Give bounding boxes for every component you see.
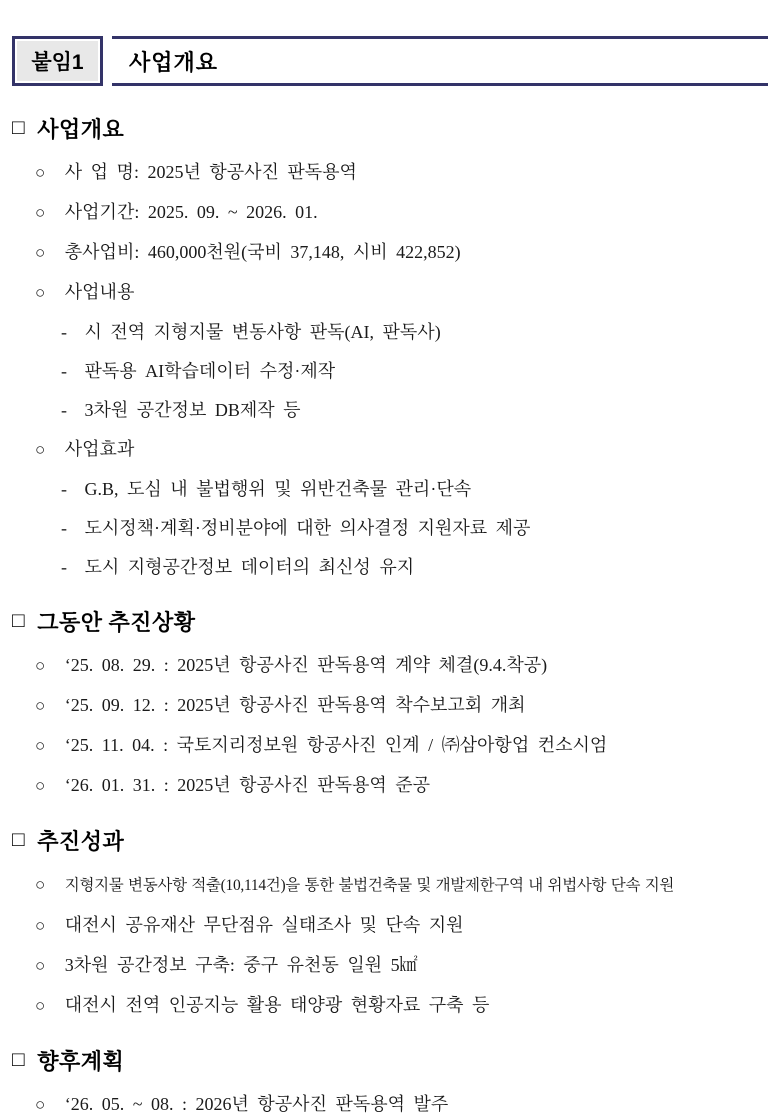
section-heading-text: 그동안 추진상황 bbox=[37, 610, 196, 635]
sub-list-item bbox=[61, 516, 768, 540]
sub-list-item bbox=[61, 320, 768, 344]
circle-bullet-icon: ○ bbox=[35, 243, 46, 262]
document-title-bar bbox=[112, 36, 768, 86]
list-item-text: 총사업비: 460,000천원(국비 37,148, 시비 422,852) bbox=[64, 242, 461, 262]
list-item bbox=[35, 160, 768, 185]
list-item-text: ‘26. 05. ~ 08. : 2026년 항공사진 판독용역 발주 bbox=[64, 1094, 449, 1114]
list-item bbox=[35, 653, 768, 678]
circle-bullet-icon: ○ bbox=[35, 440, 46, 459]
circle-bullet-icon: ○ bbox=[35, 696, 46, 715]
list-item-text: ‘26. 01. 31. : 2025년 항공사진 판독용역 준공 bbox=[64, 775, 431, 795]
list-item bbox=[35, 437, 768, 462]
list-item-text: 사업내용 bbox=[64, 282, 135, 302]
list-item-text: ‘25. 09. 12. : 2025년 항공사진 판독용역 착수보고회 개최 bbox=[64, 695, 526, 715]
circle-bullet-icon: ○ bbox=[35, 956, 46, 975]
circle-bullet-icon: ○ bbox=[35, 916, 46, 935]
list-item-text: 지형지물 변동사항 적출(10,114건)을 통한 불법건축물 및 개발제한구역 내 위법사항 단속 지원 bbox=[64, 877, 675, 894]
list-item-text: ‘25. 08. 29. : 2025년 항공사진 판독용역 계약 체결(9.4.착공) bbox=[64, 655, 548, 675]
square-bullet-icon: □ bbox=[12, 827, 26, 851]
square-bullet-icon: □ bbox=[12, 115, 26, 139]
section-heading-text: 추진성과 bbox=[37, 829, 125, 854]
dash-bullet-icon: - bbox=[61, 361, 67, 381]
list-item-text: 사업기간: 2025. 09. ~ 2026. 01. bbox=[64, 202, 318, 222]
dash-bullet-icon: - bbox=[61, 479, 67, 499]
attachment-label: 붙임1 bbox=[31, 51, 84, 74]
sub-list-item bbox=[61, 555, 768, 579]
list-item bbox=[35, 993, 768, 1018]
sub-list-item-text: 도시 지형공간정보 데이터의 최신성 유지 bbox=[84, 557, 415, 577]
list-item-text: ‘25. 11. 04. : 국토지리정보원 항공사진 인계 / ㈜삼아항업 컨소시엄 bbox=[64, 735, 608, 755]
section-achievements bbox=[12, 825, 768, 1018]
dash-bullet-icon: - bbox=[61, 518, 67, 538]
dash-bullet-icon: - bbox=[61, 322, 67, 342]
circle-bullet-icon: ○ bbox=[35, 875, 46, 894]
list-item-text: 대전시 전역 인공지능 활용 태양광 현황자료 구축 등 bbox=[64, 995, 490, 1015]
list-item-text: 3차원 공간정보 구축: 중구 유천동 일원 5㎢ bbox=[64, 955, 418, 975]
list-item bbox=[35, 280, 768, 305]
section-overview bbox=[12, 113, 768, 579]
list-item bbox=[35, 693, 768, 718]
section-progress bbox=[12, 606, 768, 798]
section-future-plan bbox=[12, 1045, 768, 1117]
section-achievements-heading bbox=[12, 825, 768, 856]
sub-list-item-text: 도시정책·계획·정비분야에 대한 의사결정 지원자료 제공 bbox=[84, 518, 531, 538]
circle-bullet-icon: ○ bbox=[35, 1095, 46, 1114]
list-item bbox=[35, 913, 768, 938]
section-progress-heading bbox=[12, 606, 768, 637]
sub-list-item-text: 3차원 공간정보 DB제작 등 bbox=[84, 400, 301, 420]
circle-bullet-icon: ○ bbox=[35, 283, 46, 302]
list-item bbox=[35, 872, 768, 898]
list-item bbox=[35, 953, 768, 978]
sub-list-item bbox=[61, 398, 768, 422]
section-overview-heading bbox=[12, 113, 768, 144]
list-item bbox=[35, 773, 768, 798]
list-item bbox=[35, 733, 768, 758]
section-heading-text: 향후계획 bbox=[37, 1049, 125, 1074]
sub-list-item bbox=[61, 359, 768, 383]
dash-bullet-icon: - bbox=[61, 400, 67, 420]
attachment-header bbox=[12, 36, 768, 86]
sub-list-item-text: G.B, 도심 내 불법행위 및 위반건축물 관리·단속 bbox=[84, 479, 472, 499]
sub-list-item-text: 판독용 AI학습데이터 수정·제작 bbox=[84, 361, 336, 381]
list-item bbox=[35, 1092, 768, 1117]
circle-bullet-icon: ○ bbox=[35, 203, 46, 222]
circle-bullet-icon: ○ bbox=[35, 163, 46, 182]
sub-list-item-text: 시 전역 지형지물 변동사항 판독(AI, 판독사) bbox=[84, 322, 441, 342]
list-item-text: 사업효과 bbox=[64, 439, 135, 459]
section-future-plan-heading bbox=[12, 1045, 768, 1076]
list-item-text: 사 업 명: 2025년 항공사진 판독용역 bbox=[64, 162, 357, 182]
circle-bullet-icon: ○ bbox=[35, 736, 46, 755]
sub-list-item bbox=[61, 477, 768, 501]
circle-bullet-icon: ○ bbox=[35, 776, 46, 795]
circle-bullet-icon: ○ bbox=[35, 996, 46, 1015]
list-item-text: 대전시 공유재산 무단점유 실태조사 및 단속 지원 bbox=[64, 915, 464, 935]
list-item bbox=[35, 200, 768, 225]
square-bullet-icon: □ bbox=[12, 608, 26, 632]
attachment-badge bbox=[12, 36, 103, 86]
dash-bullet-icon: - bbox=[61, 557, 67, 577]
document-title: 사업개요 bbox=[129, 49, 219, 75]
square-bullet-icon: □ bbox=[12, 1047, 26, 1071]
circle-bullet-icon: ○ bbox=[35, 656, 46, 675]
list-item bbox=[35, 240, 768, 265]
section-heading-text: 사업개요 bbox=[37, 117, 125, 142]
